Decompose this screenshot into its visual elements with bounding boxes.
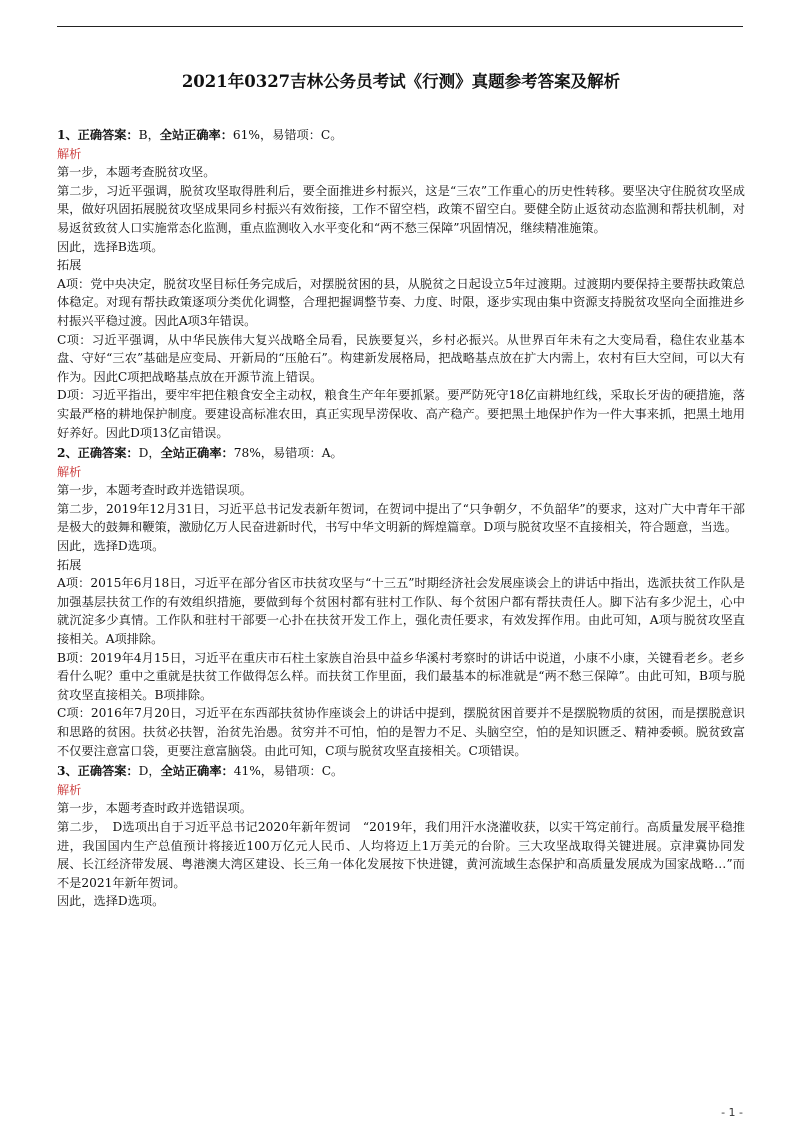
answer-value: B， (138, 128, 160, 142)
paragraph: A项：党中央决定，脱贫攻坚目标任务完成后，对摆脱贫困的县，从脱贫之日起设立5年过渡期。过渡期内要保持主要帮扶政策总体稳定。对现有帮扶政策逐项分类优化调整，合理把握调整节奏、力度、时限，逐步实现由集中资源支持脱贫攻坚向全面推进乡村振兴平稳过渡。因此A项3年错误。 (57, 276, 745, 328)
analysis-label: 解析 (57, 464, 82, 479)
rate-label: 全站正确率： (160, 764, 234, 779)
paragraph: 因此，选择D选项。 (57, 539, 165, 554)
paragraph: 因此，选择B选项。 (57, 239, 164, 254)
rate-label: 全站正确率： (160, 446, 234, 461)
rate-value: 61%， (232, 128, 273, 142)
wrong-option: 易错项：C。 (272, 128, 343, 142)
paragraph: 因此，选择D选项。 (57, 894, 165, 909)
paragraph: 第二步，2019年12月31日，习近平总书记发表新年贺词，在贺词中提出了“只争朝夕，不负韶华”的要求，这对广大中青年干部是极大的鼓舞和鞭策，激励亿万人民奋进新时代，书写中华文明新的辉煌篇章。D项与脱贫攻坚不直接相关，符合题意，当选。 (57, 501, 745, 535)
document-title: 2021年0327吉林公务员考试《行测》真题参考答案及解析 (181, 72, 621, 91)
rate-label: 全站正确率： (159, 128, 233, 142)
answer-label: 正确答案： (77, 128, 139, 142)
question-header (57, 126, 745, 145)
question-number: 2、 (57, 446, 78, 461)
paragraph: B项：2019年4月15日，习近平在重庆市石柱土家族自治县中益乡华溪村考察时的讲话中说道，小康不小康，关键看老乡。老乡看什么呢？重中之重就是扶贫工作做得怎么样。而扶贫工作里面，我们最基本的标准就是“两不愁三保障”。由此可知，B项与脱贫攻坚直接相关。B项排除。 (57, 650, 745, 702)
extension-label: 拓展 (57, 258, 82, 273)
wrong-option: 易错项：A。 (272, 446, 343, 461)
question-header (57, 762, 745, 781)
paragraph: C项：2016年7月20日，习近平在东西部扶贫协作座谈会上的讲话中提到，摆脱贫困首要并不是摆脱物质的贫困，而是摆脱意识和思路的贫困。扶贫必扶智，治贫先治愚。贫穷并不可怕，怕的是智力不足、头脑空空，怕的是知识匮乏、精神委顿。脱贫致富不仅要注意富口袋，更要注意富脑袋。由此可知，C项与脱贫攻坚直接相关。C项错误。 (57, 706, 745, 758)
analysis-label: 解析 (57, 146, 82, 161)
question-number: 1、 (57, 128, 78, 142)
header-rule (57, 26, 743, 27)
paragraph: 第一步，本题考查时政并选错误项。 (57, 483, 252, 498)
answer-value: D， (138, 446, 161, 461)
question-number: 3、 (57, 764, 78, 779)
paragraph: 第二步， D选项出自于习近平总书记2020年新年贺词 “2019年，我们用汗水浇灌收获，以实干笃定前行。高质量发展平稳推进，我国国内生产总值预计将接近100万亿元人民币、人均将迈上1万美元的台阶。三大攻坚战取得关键进展。京津冀协同发展、长江经济带发展、粤港澳大湾区建设、长三角一体化发展按下快进键，黄河流域生态保护和高质量发展成为国家战略…”而不是2021年新年贺词。 (57, 819, 745, 890)
rate-value: 41%， (233, 764, 273, 779)
paragraph: 第一步，本题考查时政并选错误项。 (57, 801, 252, 816)
rate-value: 78%， (233, 446, 273, 461)
extension-label: 拓展 (57, 557, 82, 572)
question-1 (57, 126, 745, 442)
document-page (57, 72, 745, 911)
paragraph: 第一步，本题考查脱贫攻坚。 (57, 165, 216, 180)
paragraph: 第二步，习近平强调，脱贫攻坚取得胜利后，要全面推进乡村振兴，这是“三农”工作重心的历史性转移。要坚决守住脱贫攻坚成果，做好巩固拓展脱贫攻坚成果同乡村振兴有效衔接，工作不留空档，政策不留空白。要健全防止返贫动态监测和帮扶机制，对易返贫致贫人口实施常态化监测，重点监测收入水平变化和“两不愁三保障”巩固情况，继续精准施策。 (57, 183, 745, 235)
paragraph: A项：2015年6月18日，习近平在部分省区市扶贫攻坚与“十三五”时期经济社会发展座谈会上的讲话中指出，选派扶贫工作队是加强基层扶贫工作的有效组织措施，要做到每个贫困村都有驻村工作队、每个贫困户都有帮扶责任人。脚下沾有多少泥土，心中就沉淀多少真情。工作队和驻村干部要一心扑在扶贫开发工作上，强化责任要求，有效发挥作用。由此可知，A项与脱贫攻坚直接相关。A项排除。 (57, 576, 745, 647)
analysis-label: 解析 (57, 782, 82, 797)
question-3 (57, 762, 745, 911)
question-2 (57, 444, 745, 760)
page-number: - 1 - (721, 1106, 743, 1119)
question-header (57, 444, 745, 463)
answer-value: D， (138, 764, 161, 779)
paragraph: D项：习近平指出，要牢牢把住粮食安全主动权，粮食生产年年要抓紧。要严防死守18亿亩耕地红线，采取长牙齿的硬措施，落实最严格的耕地保护制度。要建设高标准农田，真正实现旱涝保收、高产稳产。要把黑土地保护作为一件大事来抓，把黑土地用好养好。因此D项13亿亩错误。 (57, 388, 745, 440)
wrong-option: 易错项：C。 (272, 764, 344, 779)
answer-label: 正确答案： (77, 764, 139, 779)
answer-label: 正确答案： (77, 446, 139, 461)
paragraph: C项：习近平强调，从中华民族伟大复兴战略全局看，民族要复兴，乡村必振兴。从世界百年未有之大变局看，稳住农业基本盘、守好“三农”基础是应变局、开新局的“压舱石”。构建新发展格局，把战略基点放在扩大内需上，农村有巨大空间，可以大有作为。因此C项把战略基点放在开源节流上错误。 (57, 332, 745, 384)
